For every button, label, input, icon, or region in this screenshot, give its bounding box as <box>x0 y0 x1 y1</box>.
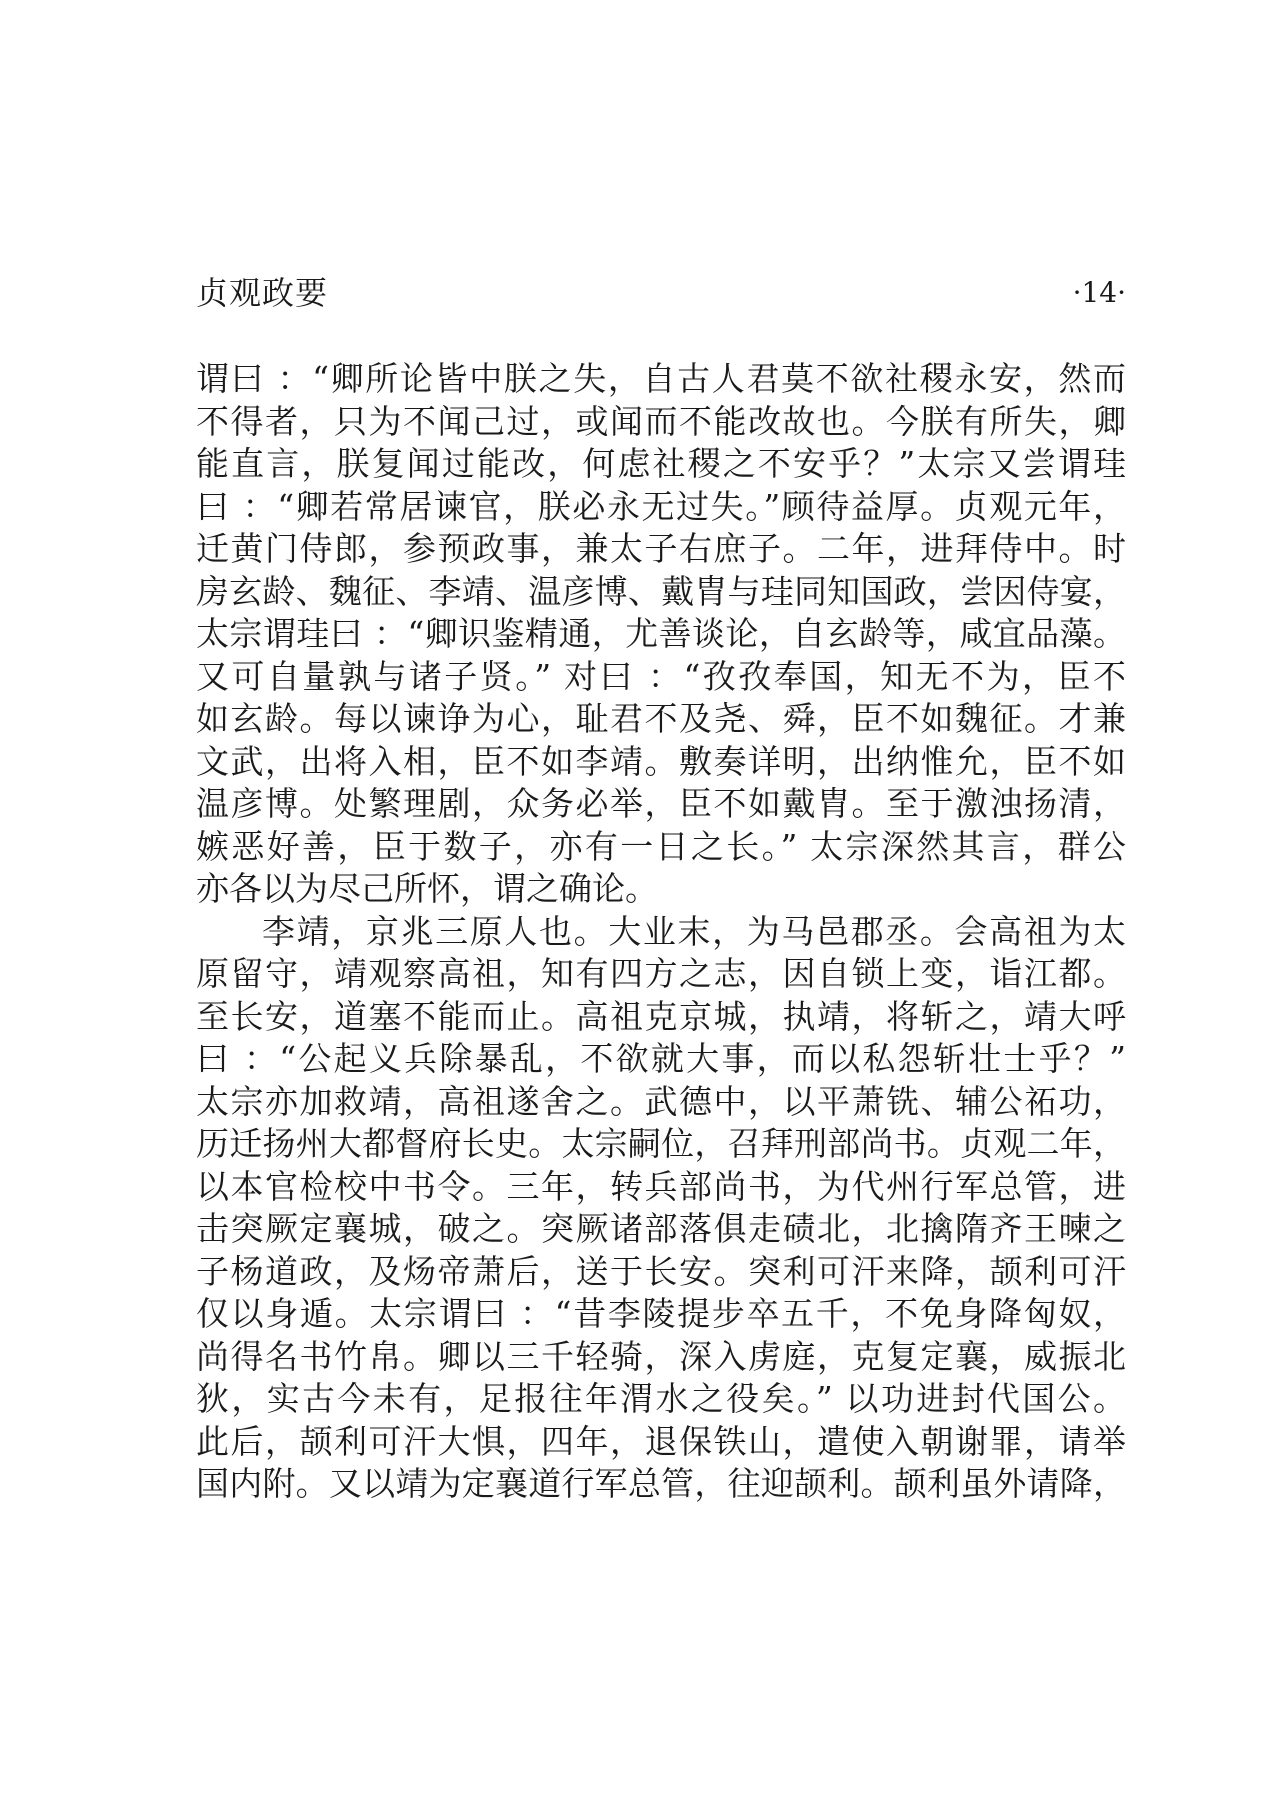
text-line: 至长安，道塞不能而止。高祖克京城，执靖，将斩之，靖大呼 <box>196 996 1126 1036</box>
running-header <box>196 268 1126 318</box>
book-title: 贞观政要 <box>196 274 329 312</box>
text-line: 文武，出将入相，臣不如李靖。敷奏详明，出纳惟允，臣不如 <box>196 741 1126 781</box>
text-line: 子杨道政，及炀帝萧后，送于长安。突利可汗来降，颉利可汗 <box>196 1251 1126 1291</box>
text-line: 狄，实古今未有，足报往年渭水之役矣。” 以功进封代国公。 <box>196 1379 1126 1418</box>
text-line: 曰 ：“公起义兵除暴乱，不欲就大事，而以私怨斩壮士乎？” <box>196 1039 1126 1078</box>
text-line: 太宗亦加救靖，高祖遂舍之。武德中，以平萧铣、辅公祏功， <box>196 1081 1126 1121</box>
paragraph-first-line: 李靖，京兆三原人也。大业末，为马邑郡丞。会高祖为太 <box>262 911 1126 951</box>
text-line: 仅以身遁。太宗谓曰 ：“昔李陵提步卒五千，不免身降匈奴， <box>196 1294 1126 1333</box>
text-line: 房玄龄、魏征、李靖、温彦博、戴胄与珪同知国政，尝因侍宴， <box>196 571 1126 611</box>
text-line: 原留守，靖观察高祖，知有四方之志，因自锁上变，诣江都。 <box>196 954 1126 993</box>
text-line: 嫉恶好善，臣于数子，亦有一日之长。” 太宗深然其言，群公 <box>196 826 1126 866</box>
text-line: 温彦博。处繁理剧，众务必举，臣不如戴胄。至于激浊扬清， <box>196 784 1126 823</box>
text-line: 此后，颉利可汗大惧，四年，退保铁山，遣使入朝谢罪，请举 <box>196 1421 1126 1461</box>
paragraph-end-line: 亦各以为尽己所怀，谓之确论。 <box>196 869 658 908</box>
text-line: 历迁扬州大都督府长史。太宗嗣位，召拜刑部尚书。贞观二年， <box>196 1124 1126 1163</box>
text-line: 又可自量孰与诸子贤。” 对曰 ：“孜孜奉国，知无不为，臣不 <box>196 656 1126 696</box>
page-number: ·14· <box>1072 276 1126 309</box>
text-line: 不得者，只为不闻己过，或闻而不能改故也。今朕有所失，卿 <box>196 401 1126 441</box>
text-line: 以本官检校中书令。三年，转兵部尚书，为代州行军总管，进 <box>196 1166 1126 1206</box>
text-line: 迁黄门侍郎，参预政事，兼太子右庶子。二年，进拜侍中。时 <box>196 529 1126 568</box>
text-line: 太宗谓珪曰 ：“卿识鉴精通，尤善谈论，自玄龄等，咸宜品藻。 <box>196 614 1126 653</box>
text-line: 如玄龄。每以谏诤为心，耻君不及尧、舜，臣不如魏征。才兼 <box>196 699 1126 738</box>
text-line: 击突厥定襄城，破之。突厥诸部落俱走碛北，北擒隋齐王暕之 <box>196 1209 1126 1248</box>
text-line: 曰 ：“卿若常居谏官，朕必永无过失。”顾待益厚。贞观元年， <box>196 486 1126 526</box>
text-line: 国内附。又以靖为定襄道行军总管，往迎颉利。颉利虽外请降， <box>196 1464 1126 1503</box>
text-line: 尚得名书竹帛。卿以三千轻骑，深入虏庭，克复定襄，威振北 <box>196 1336 1126 1376</box>
text-line: 谓曰 ：“卿所论皆中朕之失，自古人君莫不欲社稷永安，然而 <box>196 359 1126 398</box>
text-body <box>196 358 1126 1506</box>
text-line: 能直言，朕复闻过能改，何虑社稷之不安乎？”太宗又尝谓珪 <box>196 444 1126 483</box>
